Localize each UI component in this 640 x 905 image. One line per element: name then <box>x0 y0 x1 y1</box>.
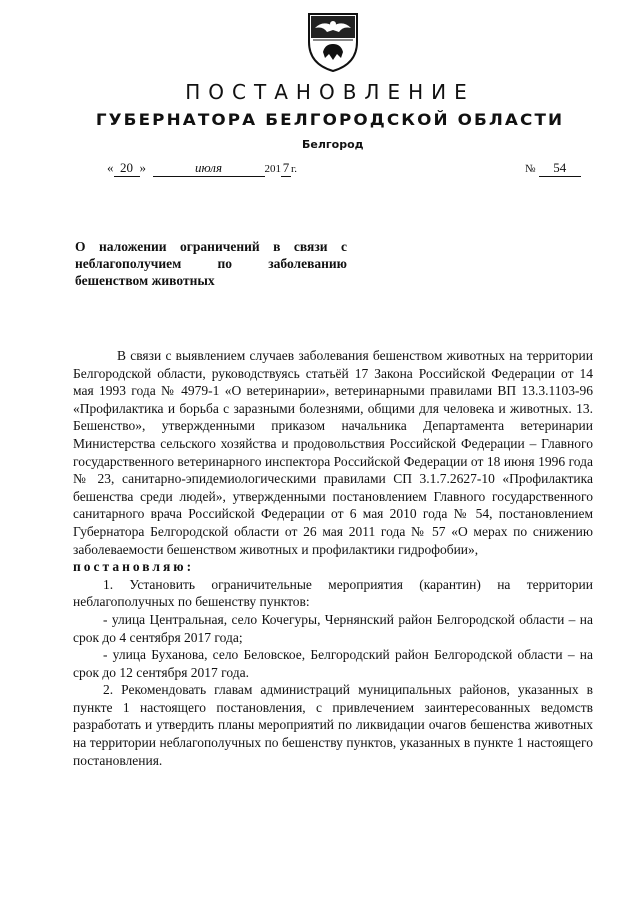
item-1-paragraph: 1. Установить ограничительные мероприятия (карантин) на территории неблагополучных по бешенству пунктов: <box>73 576 593 610</box>
item-1a-paragraph: - улица Центральная, село Кочегуры, Чернянский район Белгородской области – на срок до 4 сентября 2017 года; <box>73 611 593 645</box>
item-2-paragraph: 2. Рекомендовать главам администраций муниципальных районов, указанных в пункте 1 настоящего постановления, с привлечением заинтересованных ведомств разработать и утвердить планы мероприятий по ликвидации очагов бешенства животных на территории неблагополучных по бешенству пунктов, указанных в пункте 1 настоящего постановления. <box>73 682 593 768</box>
subject-line: неблагополучием по заболеванию <box>75 256 347 271</box>
number-label: № <box>525 163 536 175</box>
date-close-quote: » <box>139 160 146 175</box>
coat-of-arms-icon <box>303 8 363 74</box>
date-year-suffix: 7 <box>282 160 290 175</box>
subject-line: бешенством животных <box>75 273 215 288</box>
number-value: 54 <box>539 160 581 177</box>
subject-line: О наложении ограничений в связи с <box>75 239 347 254</box>
document-date <box>107 160 297 177</box>
document-number <box>525 160 581 177</box>
decree-word: постановляю: <box>73 559 195 575</box>
date-open-quote: « <box>107 160 114 175</box>
document-subject <box>75 238 347 289</box>
document-title: ПОСТАНОВЛЕНИЕ <box>185 80 475 104</box>
preamble-paragraph: В связи с выявлением случаев заболевания бешенством животных на территории Белгородской области, руководствуясь статьёй 17 Закона Российской Федерации от 14 мая 1993 года № 4979-1 «О ветеринарии», ветеринарными правилами ВП 13.3.1103-96 «Профилактика и борьба с заразными болезнями, общими для человека и животных. 13. Бешенство», утвержденными приказом начальника Департамента ветеринарии Министерства сельского хозяйства и продовольствия Российской Федерации – Главного государственного ветеринарного инспектора Российской Федерации от 18 июня 1996 года № 23, санитарно-эпидемиологическими правилами СП 3.1.7.2627-10 «Профилактика бешенства среди людей», утвержденными постановлением Главного государственного санитарного врача Российской Федерации от 6 мая 2010 года № 54, постановлением Губернатора Белгородской области от 26 мая 2011 года № 57 «О мерах по снижению заболеваемости бешенством животных и профилактики гидрофобии», <box>73 348 593 557</box>
document-subtitle: ГУБЕРНАТОРА БЕЛГОРОДСКОЙ ОБЛАСТИ <box>95 110 565 129</box>
date-year-prefix: 201 <box>264 163 281 175</box>
item-1b-paragraph: - улица Буханова, село Беловское, Белгородский район Белгородской области – на срок до 12 сентября 2017 года. <box>73 647 593 680</box>
date-month: июля <box>153 160 265 177</box>
date-day: 20 <box>114 160 140 177</box>
date-year-unit: г. <box>291 163 298 175</box>
city-name: Белгород <box>302 138 364 151</box>
document-body <box>73 347 593 769</box>
